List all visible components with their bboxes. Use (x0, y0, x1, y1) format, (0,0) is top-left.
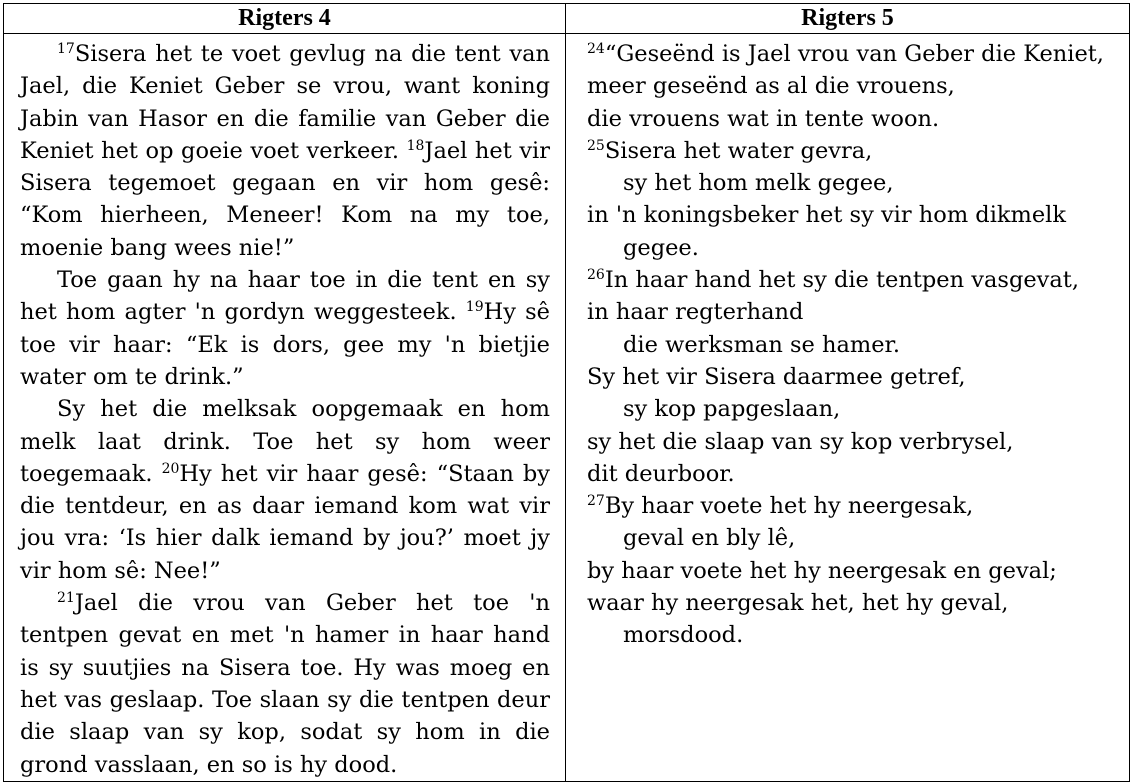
verse-text: Sisera het te voet gevlug na die tent van Jael, die Keniet Geber se vrou, want koning Jabin van Hasor en die familie van Geber die Keniet het op goeie voet verkeer. (20, 41, 550, 164)
poem-line: geval en bly lê, (623, 525, 796, 552)
comparison-table (3, 3, 1130, 782)
poem-line: waar hy neergesak het, het hy geval, (587, 590, 1009, 617)
rigters-4-column (4, 34, 566, 782)
poem-line: $^{24}$“Geseënd is Jael vrou van Geber die Keniet, (587, 41, 1104, 67)
paragraph-verse-21 (20, 587, 550, 781)
verse-number-21: 21 (57, 590, 75, 607)
verse-text: Jael het vir Sisera tegemoet gegaan en vir hom gesê: “Kom hierheen, Meneer! Kom na my toe, moenie bang wees nie!” (20, 137, 550, 261)
poem-line: die werksman se hamer. (623, 331, 900, 358)
verse-text: Toe gaan hy na haar toe in die tent en sy het hom agter 'n gordyn weggesteek. (20, 267, 550, 326)
verse-number-20: 20 (161, 460, 180, 477)
body-row (4, 34, 1130, 782)
verse-number-17: 17 (57, 41, 75, 57)
paragraph-verse-20 (20, 393, 550, 587)
poem-line: meer geseënd as al die vrouens, (587, 73, 955, 100)
poem-line: sy kop papgeslaan, (623, 396, 841, 423)
poem-line: $^{26}$In haar hand het sy die tentpen vasgevat, (587, 267, 1079, 294)
poem-line: $^{27}$By haar voete het hy neergesak, (587, 493, 974, 520)
paragraph-verse-19 (20, 264, 550, 393)
rigters-5-column (566, 34, 1130, 782)
verse-text: Sy het die melksak oopgemaak en hom melk laat drink. Toe het sy hom weer toegemaak. (20, 396, 550, 487)
verse-number-19: 19 (465, 299, 484, 316)
poem-line: dit deurboor. (587, 460, 735, 487)
verse-number-27: 27 (587, 493, 605, 510)
poem-line: in 'n koningsbeker het sy vir hom dikmelk gegee. (587, 202, 1067, 261)
poem-line: die vrouens wat in tente woon. (587, 105, 940, 132)
poem-line: by haar voete het hy neergesak en geval; (587, 557, 1057, 584)
poem-line: sy het hom melk gegee, (623, 170, 894, 197)
verse-text: Jael die vrou van Geber het toe 'n tentpen gevat en met 'n hamer in haar hand is sy suutjies na Sisera toe. Hy was moeg en het vas geslaap. Toe slaan sy die tentpen deur die slaap van sy kop, sodat sy hom in die grond vasslaan, en so is hy dood. (20, 590, 550, 778)
poem-line: sy het die slaap van sy kop verbrysel, (587, 428, 1014, 455)
verse-text: Hy het vir haar gesê: “Staan by die tentdeur, en as daar iemand kom wat vir jou vra: ‘Is hier dalk iemand by jou?’ moet jy vir hom sê: Nee!” (20, 460, 550, 584)
verse-number-25: 25 (587, 137, 605, 154)
poem-line: $^{25}$Sisera het water gevra, (587, 137, 873, 164)
header-row (4, 4, 1130, 34)
verse-number-18: 18 (406, 137, 425, 154)
verse-number-26: 26 (587, 267, 605, 284)
header-rigters-4: Rigters 4 (4, 4, 566, 34)
verse-text: Hy sê toe vir haar: “Ek is dors, gee my 'n bietjie water om te drink.” (20, 299, 550, 390)
paragraph-verses-17-18 (20, 38, 550, 264)
verse-number-24: 24 (587, 41, 605, 57)
poem-line: Sy het vir Sisera daarmee getref, (587, 363, 966, 390)
poem-line: morsdood. (623, 622, 744, 649)
header-rigters-5: Rigters 5 (566, 4, 1130, 34)
poem-line: in haar regterhand (587, 299, 804, 326)
